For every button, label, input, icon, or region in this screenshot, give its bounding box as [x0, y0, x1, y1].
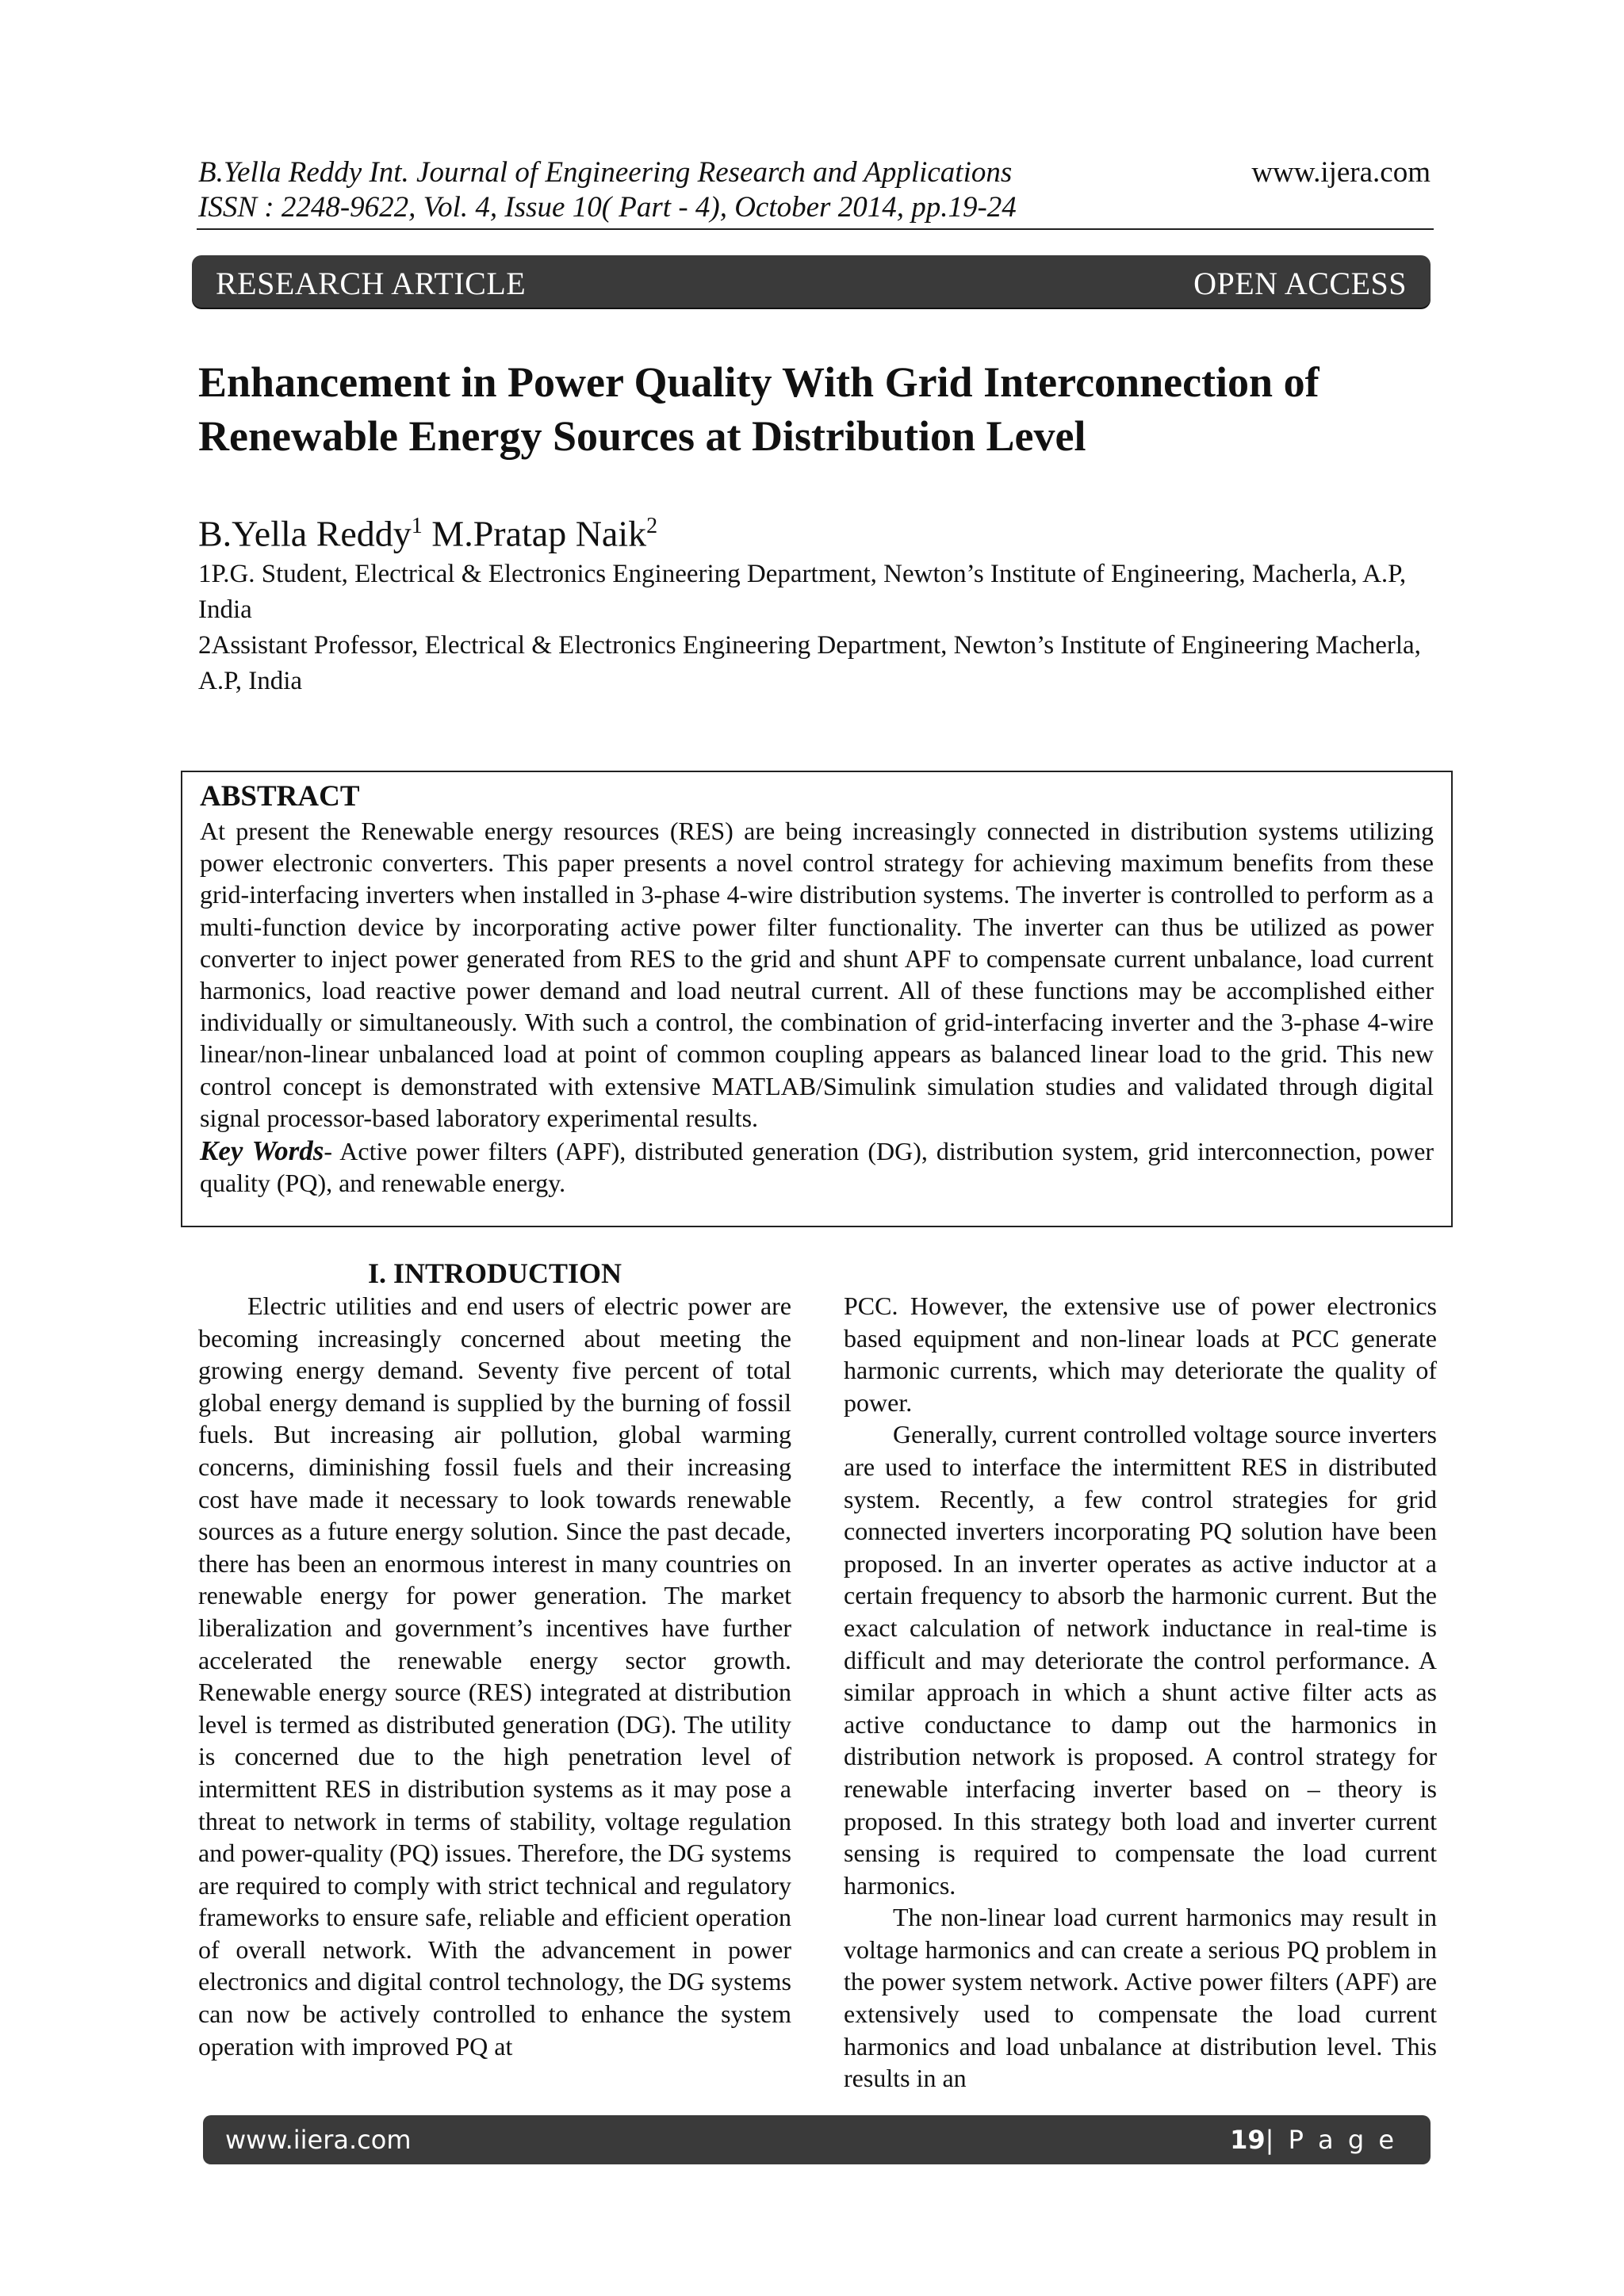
paragraph: Generally, current controlled voltage source inverters are used to interface the intermittent RES in distributed system. Recently, a few control strategies for grid connected inverters incorporating PQ solution have been proposed. In an inverter operates as active inductor at a certain frequency to absorb the harmonic current. But the exact calculation of network inductance in real-time is difficult and may deteriorate the control performance. A similar approach in which a shunt active filter acts as active conductance to damp out the harmonics in distribution network is proposed. A control strategy for renewable interfacing inverter based on – theory is proposed. In this strategy both load and inverter current sensing is required to compensate the load current harmonics.: [844, 1420, 1437, 1900]
paragraph: The non-linear load current harmonics may result in voltage harmonics and can create a serious PQ problem in the power system network. Active power filters (APF) are extensively used to compensate the load current harmonics and load unbalance at distribution level. This results in an: [844, 1903, 1437, 2093]
page-number-value: 19: [1230, 2125, 1266, 2155]
header-divider: [197, 228, 1434, 230]
journal-citation-line1: B.Yella Reddy Int. Journal of Engineering Research and Applications: [198, 156, 1013, 189]
author-affiliation-mark: 2: [646, 514, 658, 538]
page-footer: [203, 2115, 1431, 2164]
body-column-left: [198, 1257, 791, 2062]
author-line: [198, 504, 657, 556]
keywords: [200, 1135, 1434, 1199]
journal-citation-line2: ISSN : 2248-9622, Vol. 4, Issue 10( Part - 4), October 2014, pp.19-24: [198, 191, 1017, 224]
keywords-label: Key Words: [200, 1135, 324, 1167]
article-type-banner: [192, 255, 1431, 308]
section-heading: I. INTRODUCTION: [367, 1257, 622, 1289]
footer-url[interactable]: www.iiera.com: [225, 2125, 412, 2155]
author-name: M.Pratap Naik: [422, 513, 647, 554]
abstract-text: At present the Renewable energy resources (RES) are being increasingly connected in distribution systems utilizing power electronic converters. This paper presents a novel control strategy for achieving maximum benefits from these grid-interfacing inverters when installed in 3-phase 4-wire distribution systems. The inverter is controlled to perform as a multi-function device by incorporating active power filter functionality. The inverter can thus be utilized as power converter to inject power generated from RES to the grid and shunt APF to compensate current unbalance, load current harmonics, load reactive power demand and load neutral current. All of these functions may be accomplished either individually or simultaneously. With such a control, the combination of grid-interfacing inverter and the 3-phase 4-wire linear/non-linear unbalanced load at point of common coupling appears as balanced linear load to the grid. This new control concept is demonstrated with extensive MATLAB/Simulink simulation studies and validated through digital signal processor-based laboratory experimental results.: [200, 817, 1434, 1132]
abstract-heading: ABSTRACT: [200, 780, 360, 813]
paper-title: Enhancement in Power Quality With Grid Interconnection of Renewable Energy Sources at Distribution Level: [198, 358, 1320, 460]
paragraph: Electric utilities and end users of electric power are becoming increasingly concerned about meeting the growing energy demand. Seventy five percent of total global energy demand is supplied by the burning of fossil fuels. But increasing air pollution, global warming concerns, diminishing fossil fuels and their increasing cost have made it necessary to look towards renewable sources as a future energy solution. Since the past decade, there has been an enormous interest in many countries on renewable energy for power generation. The market liberalization and government’s incentives have further accelerated the renewable energy sector growth. Renewable energy source (RES) integrated at distribution level is termed as distributed generation (DG). The utility is concerned due to the high penetration level of intermittent RES in distribution systems as it may pose a threat to network in terms of stability, voltage regulation and power-quality (PQ) issues. Therefore, the DG systems are required to comply with strict technical and regulatory frameworks to ensure safe, reliable and efficient operation of overall network. With the advancement in power electronics and digital control technology, the DG systems can now be actively controlled to enhance the system operation with improved PQ at: [198, 1292, 791, 2061]
page-number: [1230, 2125, 1397, 2155]
affiliation-1: 1P.G. Student, Electrical & Electronics Engineering Department, Newton’s Institute of Engineering, Macherla, A.P, India: [198, 560, 1407, 624]
paragraph: PCC. However, the extensive use of power electronics based equipment and non-linear loads at PCC generate harmonic currents, which may deteriorate the quality of power.: [844, 1292, 1437, 1417]
author-name: B.Yella Reddy: [198, 513, 412, 554]
abstract-box: [181, 771, 1453, 1227]
page-label: | P a g e: [1265, 2125, 1397, 2155]
affiliation-2: 2Assistant Professor, Electrical & Electronics Engineering Department, Newton’s Institute of Engineering Macherla, A.P, India: [198, 631, 1421, 695]
affiliations: [198, 557, 1435, 699]
journal-header: [198, 155, 1017, 225]
journal-url[interactable]: www.ijera.com: [1251, 156, 1431, 189]
keywords-text: - Active power filters (APF), distributed generation (DG), distribution system, grid interconnection, power quality (PQ), and renewable energy.: [200, 1137, 1434, 1198]
body-column-right: [844, 1290, 1437, 2095]
author-affiliation-mark: 1: [411, 514, 423, 538]
research-article-label: RESEARCH ARTICLE: [216, 266, 527, 301]
open-access-label: OPEN ACCESS: [1193, 266, 1407, 301]
